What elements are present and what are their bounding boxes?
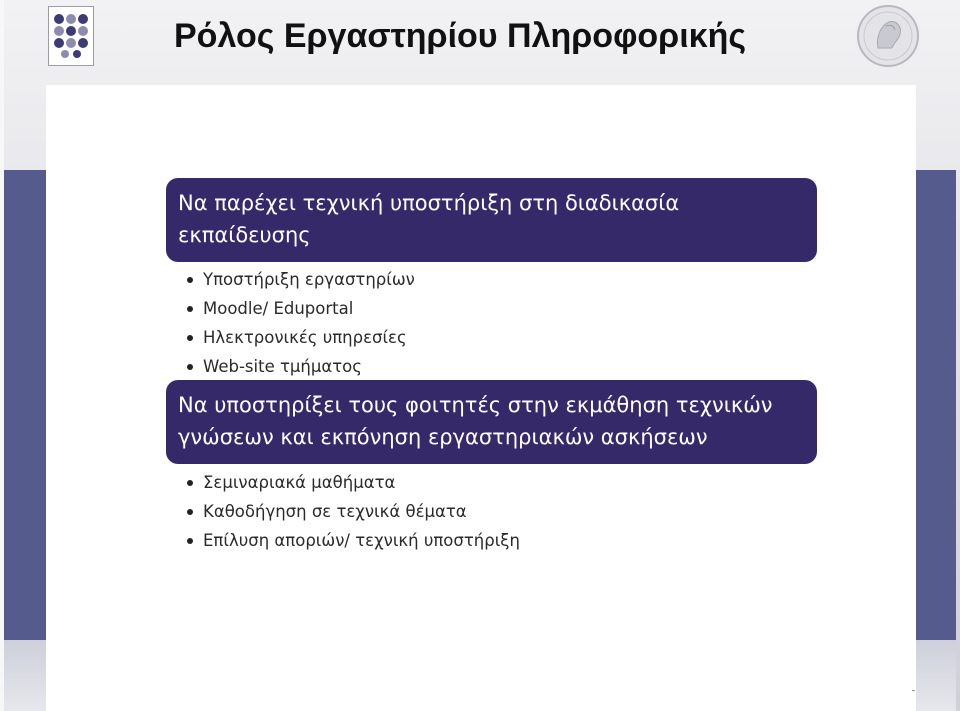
bullet-dot-icon (187, 306, 193, 312)
section-header-technical-support: Να παρέχει τεχνική υποστήριξη στη διαδικασία εκπαίδευσης (166, 178, 817, 262)
slide-title: Ρόλος Εργαστηρίου Πληροφορικής (174, 17, 747, 55)
logo-dots (52, 13, 90, 59)
bullet-text: Ηλεκτρονικές υπηρεσίες (203, 328, 407, 347)
greek-coin-seal-icon (856, 4, 920, 68)
dots-grid-logo-icon (48, 6, 94, 66)
bullet-dot-icon (187, 277, 193, 283)
bullet-list-technical-support (186, 265, 415, 381)
list-item (186, 468, 520, 497)
bullet-text: Υποστήριξη εργαστηρίων (203, 270, 415, 289)
list-item (186, 352, 415, 381)
bullet-list-student-support (186, 468, 520, 555)
left-edge (0, 0, 4, 711)
bullet-dot-icon (187, 509, 193, 515)
bullet-text: Επίλυση αποριών/ τεχνική υποστήριξη (203, 531, 520, 550)
list-item (186, 497, 520, 526)
bullet-dot-icon (187, 335, 193, 341)
corner-tick (912, 690, 915, 691)
list-item (186, 294, 415, 323)
content-panel (46, 85, 916, 711)
list-item (186, 526, 520, 555)
list-item (186, 323, 415, 352)
seal-drawing (856, 4, 920, 68)
bullet-text: Moodle/ Eduportal (203, 299, 354, 318)
bullet-dot-icon (187, 538, 193, 544)
section-header-student-support: Να υποστηρίξει τους φοιτητές στην εκμάθηση τεχνικών γνώσεων και εκπόνηση εργαστηριακών ασκήσεων (166, 380, 817, 464)
bullet-text: Καθοδήγηση σε τεχνικά θέματα (203, 502, 467, 521)
bullet-dot-icon (187, 480, 193, 486)
list-item (186, 265, 415, 294)
bullet-text: Web-site τμήματος (203, 357, 362, 376)
bullet-text: Σεμιναριακά μαθήματα (203, 473, 396, 492)
bullet-dot-icon (187, 364, 193, 370)
